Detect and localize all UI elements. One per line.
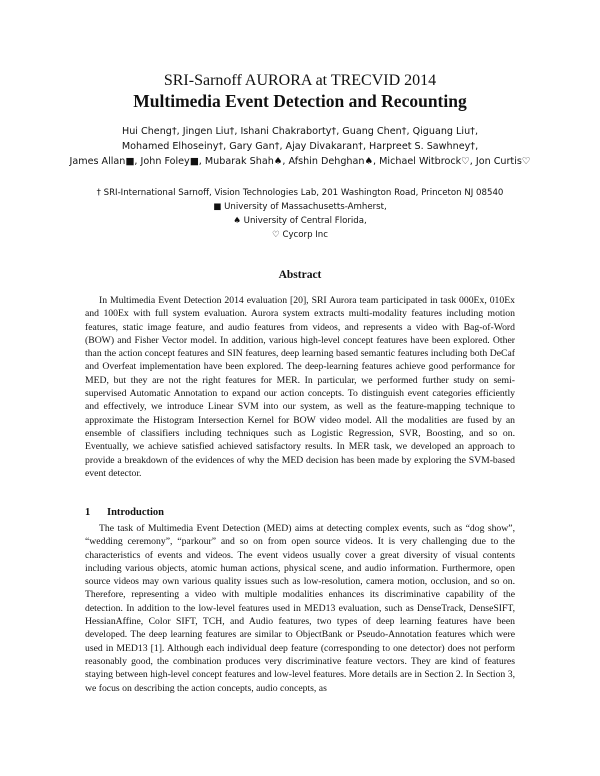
section-number: 1 (85, 507, 91, 518)
abstract-heading: Abstract (278, 269, 322, 281)
introduction-body: The task of Multimedia Event Detection (MED) aims at detecting complex events, such as “dog show”, “wedding ceremony”, “parkour” and so on from open source videos. It is very challenging due to the characteristics of events and videos. The event videos usually cover a great diversity of visual contents including various objects, atomic human actions, physical scene, and audio information. Furthermore, open source videos may own various quality issues such as low-resolution, camera motion, occlusion, and so on. Therefore, representing a video with multiple modalities enhances its discriminative capability of the detection. In addition to the low-level features used in MED13 evaluation, such as DenseTrack, DenseSIFT, HessianAffine, Color SIFT, TCH, and Audio features, two types of deep learning features have been developed. The deep learning features are similar to ObjectBank or Pseudo-Annotation features which were used in MED13 [1]. Although each individual deep feature (corresponding to one detector) does not perform reasonably good, the combination produces very discriminative feature vectors. They are kind of features staying between high-level concept features and low-level features. More details are in Section 2. In Section 3, we focus on describing the action concepts, audio concepts, as (85, 523, 515, 694)
section-heading-introduction (85, 507, 164, 518)
affiliation-umass: ■ University of Massachusetts-Amherst, (213, 202, 387, 212)
abstract-body: In Multimedia Event Detection 2014 evaluation [20], SRI Aurora team participated in task 000Ex, 010Ex and 100Ex with full system evaluation. Aurora system extracts multi-modality features including motion features, static image feature, and audio features from videos, and represents a video with Bag-of-Word (BOW) and Fisher Vector model. In addition, various high-level concept features have been explored. Other than the action concept features and SIN features, deep learning based semantic features including both DeCaf and Overfeat implementation have been explored. The deep-learning features achieve good performance for MED, but they are not the right features for MER. In particular, we performed further study on semi-supervised Automatic Annotation to expand our action concepts. To distinguish event categories efficiently and effectively, we introduce Linear SVM into our system, as well as the feature-mapping technique to approximate the Histogram Intersection Kernel for BOW video model. All the modalities are fused by an ensemble of classifiers including techniques such as Logistic Regression, SVR, Boosting, and so on. Eventually, we achieve satisfied achieved satisfactory results. In MER task, we developed an approach to provide a breakdown of the evidences of why the MED decision has been made by exploring the SVM-based event detector. (85, 295, 515, 479)
affiliation-cycorp: ♡ Cycorp Inc (272, 230, 328, 240)
paper-title-line1: SRI-Sarnoff AURORA at TRECVID 2014 (163, 72, 437, 89)
author-line-3: James Allan■, John Foley■, Mubarak Shah♠, Afshin Dehghan♠, Michael Witbrock♡, Jon Curtis♡ (69, 156, 531, 167)
affiliation-list (40, 186, 560, 242)
affiliation-ucf: ♠ University of Central Florida, (233, 216, 367, 226)
paper-title-line2: Multimedia Event Detection and Recounting (133, 91, 467, 111)
author-line-1: Hui Cheng†, Jingen Liu†, Ishani Chakraborty†, Guang Chen†, Qiguang Liu†, (122, 126, 478, 137)
affiliation-sri: † SRI-International Sarnoff, Vision Technologies Lab, 201 Washington Road, Princeton NJ 08540 (96, 188, 504, 198)
author-line-2: Mohamed Elhoseiny†, Gary Gan†, Ajay Divakaran†, Harpreet S. Sawhney†, (121, 141, 479, 152)
section-title: Introduction (107, 507, 164, 518)
author-list (60, 124, 540, 169)
